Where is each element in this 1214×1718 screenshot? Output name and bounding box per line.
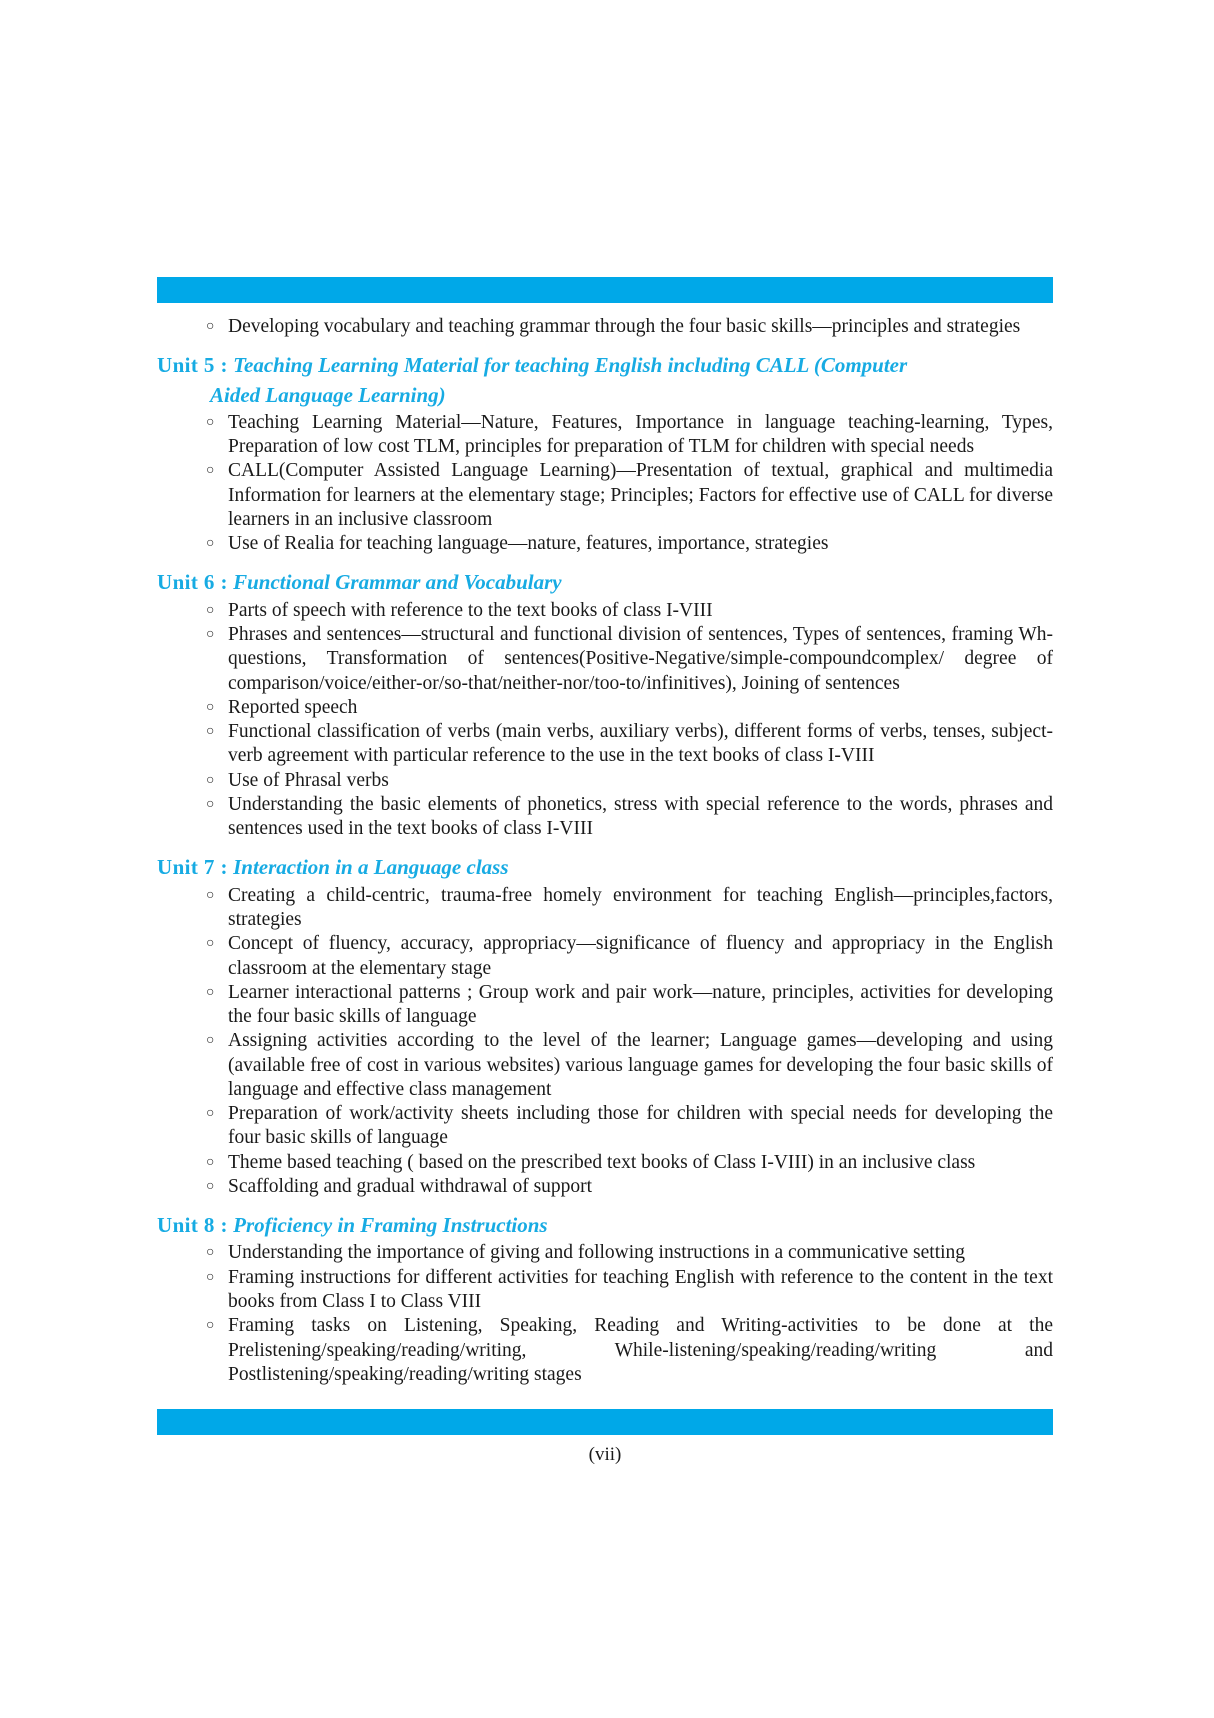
list-item: ○ CALL(Computer Assisted Language Learning)—Presentation of textual, graphical and multimedia Information for learners at the elementary stage; Principles; Factors for effective use of CALL for diverse learners in an inclusive classroom	[206, 459, 1053, 532]
content-frame	[157, 277, 1053, 1466]
bottom-accent-bar	[157, 1409, 1053, 1435]
unit-label-7: Unit 7 :	[157, 855, 228, 880]
unit-heading-8	[157, 1212, 1053, 1239]
list-item: ○ Functional classification of verbs (main verbs, auxiliary verbs), different forms of verbs, tenses, subject-verb agreement with particular reference to the use in the text books of class I-VIII	[206, 720, 1053, 769]
list-item: ○ Phrases and sentences—structural and functional division of sentences, Types of sentences, framing Wh-questions, Transformation of sentences(Positive-Negative/simple-compoundcomplex/ degree of comparison/voice/either-or/so-that/neither-nor/too-to/infinitives), Joining of sentences	[206, 623, 1053, 696]
unit-8-bullet-list	[157, 1241, 1053, 1387]
list-item: ○ Understanding the basic elements of phonetics, stress with special reference to the words, phrases and sentences used in the text books of class I-VIII	[206, 793, 1053, 842]
footer-spacer	[157, 1387, 1053, 1409]
list-item: ○ Assigning activities according to the level of the learner; Language games—developing and using (available free of cost in various websites) various language games for developing the four basic skills of language and effective class management	[206, 1029, 1053, 1102]
list-item: ○ Concept of fluency, accuracy, appropriacy—significance of fluency and appropriacy in the English classroom at the elementary stage	[206, 932, 1053, 981]
continuation-bullet-list	[157, 315, 1053, 339]
unit-title-6: Functional Grammar and Vocabulary	[233, 570, 562, 595]
list-item: ○ Framing instructions for different activities for teaching English with reference to the content in the text books from Class I to Class VIII	[206, 1266, 1053, 1315]
list-item: ○ Theme based teaching ( based on the prescribed text books of Class I-VIII) in an inclusive class	[206, 1151, 1053, 1175]
page-number: (vii)	[588, 1444, 622, 1466]
unit-5-bullet-list	[157, 411, 1053, 557]
list-item: ○ Framing tasks on Listening, Speaking, Reading and Writing-activities to be done at the Prelistening/speaking/reading/writing, While-listening/speaking/reading/writing and Postlistening/speaking/reading/writing stages	[206, 1314, 1053, 1387]
unit-label-8: Unit 8 :	[157, 1213, 228, 1238]
unit-heading-5	[157, 352, 1053, 379]
list-item: ○ Parts of speech with reference to the text books of class I-VIII	[206, 599, 1053, 623]
list-item: ○ Developing vocabulary and teaching grammar through the four basic skills—principles and strategies	[206, 315, 1053, 339]
unit-label-6: Unit 6 :	[157, 570, 228, 595]
syllabus-body	[157, 303, 1053, 1409]
unit-title-5: Teaching Learning Material for teaching English including CALL (Computer	[233, 353, 908, 378]
unit-heading-7	[157, 854, 1053, 881]
unit-heading-6	[157, 569, 1053, 596]
top-accent-bar	[157, 277, 1053, 303]
list-item: ○ Use of Realia for teaching language—nature, features, importance, strategies	[206, 532, 1053, 556]
unit-7-bullet-list	[157, 884, 1053, 1199]
list-item: ○ Creating a child-centric, trauma-free homely environment for teaching English—principles,factors, strategies	[206, 884, 1053, 933]
top-spacer	[157, 303, 1053, 315]
unit-title-7: Interaction in a Language class	[233, 855, 509, 880]
unit-6-bullet-list	[157, 599, 1053, 842]
list-item: ○ Use of Phrasal verbs	[206, 769, 1053, 793]
unit-label-5: Unit 5 :	[157, 353, 228, 378]
list-item: ○ Learner interactional patterns ; Group work and pair work—nature, principles, activities for developing the four basic skills of language	[206, 981, 1053, 1030]
list-item: ○ Teaching Learning Material—Nature, Features, Importance in language teaching-learning, Types, Preparation of low cost TLM, principles for preparation of TLM for children with special needs	[206, 411, 1053, 460]
list-item: ○ Reported speech	[206, 696, 1053, 720]
unit-title-5-continued: Aided Language Learning)	[210, 382, 446, 407]
list-item: ○ Scaffolding and gradual withdrawal of support	[206, 1175, 1053, 1199]
list-item: ○ Preparation of work/activity sheets including those for children with special needs for developing the four basic skills of language	[206, 1102, 1053, 1151]
list-item: ○ Understanding the importance of giving and following instructions in a communicative setting	[206, 1241, 1053, 1265]
unit-title-8: Proficiency in Framing Instructions	[233, 1213, 548, 1238]
